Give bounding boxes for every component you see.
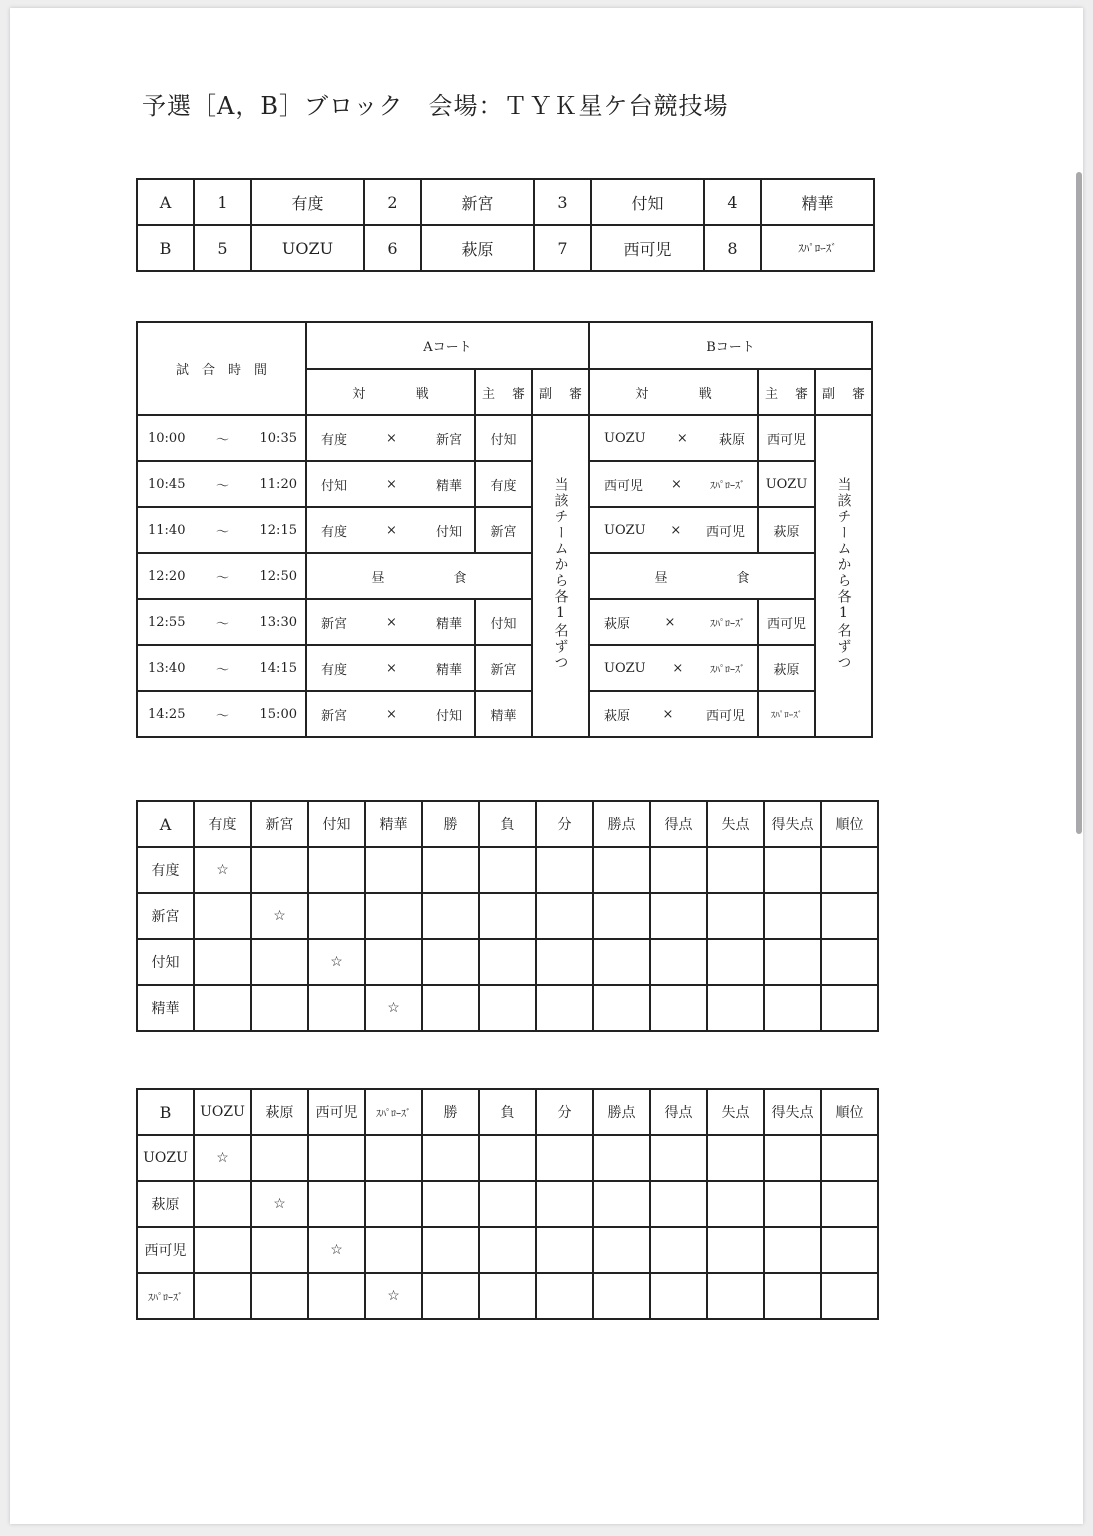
result-cell [479,1227,536,1273]
start-time: 10:00 [148,430,186,446]
tilde: 〜 [215,708,229,724]
result-cell [365,893,422,939]
team-1: 萩原 [604,708,631,724]
vs-mark: × [670,522,682,538]
match-cell [306,507,475,553]
block-row [137,179,874,225]
standings-row [137,1227,878,1273]
team-row-label: 精華 [137,985,194,1031]
result-cell [593,1227,650,1273]
team-1: 有度 [321,662,348,678]
chief-referee: 西可児 [758,599,815,645]
vs-mark: × [386,522,397,538]
result-cell [251,1273,308,1319]
result-cell [194,893,251,939]
result-cell [251,1227,308,1273]
team-number: 4 [704,179,761,225]
team-row-label: 付知 [137,939,194,985]
team-row-label: ｽﾊﾟﾛｰｽﾞ [137,1273,194,1319]
standings-table-a [136,800,879,1032]
result-cell [365,1181,422,1227]
schedule-row [137,645,872,691]
result-cell [650,1181,707,1227]
time-cell [137,415,306,461]
match-cell [306,645,475,691]
lunch-char: 昼 [654,570,668,586]
time-cell [137,645,306,691]
stat-header: 失点 [707,801,764,847]
result-cell [536,985,593,1031]
result-cell [821,1273,878,1319]
tilde: 〜 [215,662,229,678]
vs-mark: × [664,614,676,630]
stat-header: 得失点 [764,1089,821,1135]
team-row-label: 新宮 [137,893,194,939]
team-2: 付知 [435,524,462,540]
time-header-label: 試 合 時 間 [175,363,267,378]
match-cell [306,691,475,737]
stat-header: 負 [479,1089,536,1135]
team-number: 5 [194,225,251,271]
sub-referee-text: 当該チームから各1名ずつ [552,477,569,671]
match-header-char: 対 [635,386,649,402]
schedule-row [137,553,872,599]
result-cell [821,1135,878,1181]
stat-header: 勝点 [593,1089,650,1135]
result-cell [707,1135,764,1181]
schedule-table [136,321,873,738]
result-cell [536,939,593,985]
vs-mark: × [386,706,397,722]
result-cell [650,939,707,985]
star-cell: ☆ [308,939,365,985]
team-2: ｽﾊﾟﾛｰｽﾞ [709,664,745,676]
result-cell [650,847,707,893]
star-cell: ☆ [365,1273,422,1319]
stat-header: 順位 [821,1089,878,1135]
block-row [137,225,874,271]
stat-header: 順位 [821,801,878,847]
time-cell [137,553,306,599]
result-cell [251,939,308,985]
vs-mark: × [662,706,674,722]
team-2: 精華 [435,616,462,632]
result-cell [308,1273,365,1319]
scrollbar[interactable] [1076,172,1082,834]
result-cell [479,847,536,893]
schedule-row [137,461,872,507]
chief-header-a [475,369,532,415]
tilde: 〜 [215,478,229,494]
sub-header-b [815,369,872,415]
result-cell [308,847,365,893]
team-name: ｽﾊﾟﾛｰｽﾞ [761,225,874,271]
star-cell: ☆ [194,847,251,893]
team-column-header: 新宮 [251,801,308,847]
sub-referee-note [815,415,872,737]
result-cell [251,847,308,893]
team-number: 3 [534,179,591,225]
team-name: 西可児 [591,225,704,271]
standings-row [137,1273,878,1319]
start-time: 10:45 [148,476,186,492]
result-cell [593,1135,650,1181]
result-cell [764,893,821,939]
result-cell [479,1181,536,1227]
team-number: 7 [534,225,591,271]
standings-row [137,1135,878,1181]
standings-row [137,1181,878,1227]
result-cell [593,893,650,939]
result-cell [650,1227,707,1273]
match-cell [306,599,475,645]
stat-header: 勝点 [593,801,650,847]
team-name: 有度 [251,179,364,225]
block-table [136,178,875,272]
match-cell [589,461,758,507]
chief-header-char: 主 [482,386,496,402]
team-name: 萩原 [421,225,534,271]
tilde: 〜 [215,616,229,632]
stat-header: 失点 [707,1089,764,1135]
stat-header: 得点 [650,1089,707,1135]
star-cell: ☆ [365,985,422,1031]
lunch-cell [589,553,815,599]
result-cell [422,1135,479,1181]
team-1: 新宮 [321,616,348,632]
result-cell [422,847,479,893]
team-1: 萩原 [604,616,631,632]
team-2: 付知 [435,708,462,724]
result-cell [764,939,821,985]
team-column-header: 有度 [194,801,251,847]
vs-mark: × [386,476,397,492]
chief-header-char: 審 [511,386,525,402]
lunch-char: 食 [453,570,467,586]
standings-header-row [137,801,878,847]
standings-header-row [137,1089,878,1135]
vs-mark: × [386,660,397,676]
team-number: 8 [704,225,761,271]
standings-row [137,893,878,939]
tilde: 〜 [215,432,229,448]
team-2: 精華 [435,662,462,678]
team-name: UOZU [251,225,364,271]
result-cell [593,847,650,893]
team-2: 萩原 [718,432,745,448]
result-cell [194,1181,251,1227]
tilde: 〜 [215,570,229,586]
result-cell [422,1273,479,1319]
team-1: UOZU [604,660,646,676]
result-cell [821,939,878,985]
result-cell [764,1273,821,1319]
result-cell [422,1227,479,1273]
result-cell [821,847,878,893]
chief-referee: 萩原 [758,507,815,553]
match-cell [589,507,758,553]
chief-referee: 萩原 [758,645,815,691]
time-cell [137,507,306,553]
stat-header: 分 [536,1089,593,1135]
stat-header: 勝 [422,801,479,847]
team-number: 6 [364,225,421,271]
stat-header: 得失点 [764,801,821,847]
result-cell [821,893,878,939]
result-cell [308,985,365,1031]
result-cell [536,1273,593,1319]
sub-header-char: 審 [851,386,865,402]
team-number: 1 [194,179,251,225]
result-cell [821,1181,878,1227]
sub-header-char: 副 [822,386,836,402]
schedule-row [137,691,872,737]
time-cell [137,691,306,737]
match-header-char: 戦 [698,386,712,402]
stat-header: 得点 [650,801,707,847]
standings-row [137,847,878,893]
result-cell [365,1227,422,1273]
result-cell [479,1135,536,1181]
lunch-cell [306,553,532,599]
team-1: 有度 [321,524,348,540]
team-2: ｽﾊﾟﾛｰｽﾞ [709,618,745,630]
chief-header-b [758,369,815,415]
result-cell [251,985,308,1031]
team-row-label: 有度 [137,847,194,893]
team-row-label: 萩原 [137,1181,194,1227]
result-cell [707,847,764,893]
chief-header-char: 主 [765,386,779,402]
block-label: A [137,179,194,225]
chief-referee: ｽﾊﾟﾛｰｽﾞ [758,691,815,737]
result-cell [593,939,650,985]
result-cell [707,1181,764,1227]
result-cell [764,1135,821,1181]
stat-header: 勝 [422,1089,479,1135]
sub-header-a [532,369,589,415]
start-time: 12:20 [148,568,186,584]
team-column-header: 萩原 [251,1089,308,1135]
result-cell [707,893,764,939]
team-name: 付知 [591,179,704,225]
team-1: 付知 [321,478,348,494]
team-column-header: 精華 [365,801,422,847]
chief-referee: 付知 [475,415,532,461]
result-cell [821,985,878,1031]
result-cell [593,985,650,1031]
team-column-header: 西可児 [308,1089,365,1135]
court-b-header: Bコート [589,322,872,369]
star-cell: ☆ [308,1227,365,1273]
result-cell [422,985,479,1031]
schedule-row [137,507,872,553]
chief-header-char: 審 [794,386,808,402]
vs-mark: × [386,430,397,446]
vs-mark: × [386,614,397,630]
result-cell [365,1135,422,1181]
result-cell [707,1273,764,1319]
chief-referee: 精華 [475,691,532,737]
start-time: 14:25 [148,706,186,722]
tilde: 〜 [215,524,229,540]
sub-header-char: 副 [539,386,553,402]
match-header-char: 戦 [415,386,429,402]
star-cell: ☆ [251,893,308,939]
result-cell [194,1227,251,1273]
team-column-header: UOZU [194,1089,251,1135]
end-time: 12:15 [259,522,297,538]
match-header-char: 対 [352,386,366,402]
end-time: 14:15 [259,660,297,676]
block-label: B [137,225,194,271]
court-a-header: Aコート [306,322,589,369]
result-cell [194,1273,251,1319]
page-title: 予選［A，B］ブロック 会場：ＴＹＫ星ケ台競技場 [142,92,729,120]
result-cell [479,893,536,939]
match-cell [589,415,758,461]
result-cell [707,939,764,985]
sub-header-char: 審 [568,386,582,402]
result-cell [194,985,251,1031]
result-cell [479,985,536,1031]
stat-header: 分 [536,801,593,847]
start-time: 13:40 [148,660,186,676]
lunch-char: 昼 [371,570,385,586]
lunch-char: 食 [736,570,750,586]
result-cell [422,939,479,985]
result-cell [593,1181,650,1227]
team-number: 2 [364,179,421,225]
team-1: UOZU [604,522,646,538]
team-2: 西可児 [705,524,745,540]
start-time: 11:40 [148,522,186,538]
match-cell [589,645,758,691]
match-cell [306,415,475,461]
standings-table-b [136,1088,879,1320]
team-name: 新宮 [421,179,534,225]
team-column-header: ｽﾊﾟﾛｰｽﾞ [365,1089,422,1135]
result-cell [194,939,251,985]
result-cell [308,1135,365,1181]
end-time: 13:30 [259,614,297,630]
end-time: 10:35 [259,430,297,446]
team-name: 精華 [761,179,874,225]
result-cell [650,1135,707,1181]
chief-referee: 新宮 [475,507,532,553]
result-cell [479,939,536,985]
result-cell [764,1227,821,1273]
team-row-label: 西可児 [137,1227,194,1273]
result-cell [536,1135,593,1181]
match-header-b [589,369,758,415]
result-cell [365,939,422,985]
team-1: 有度 [321,432,348,448]
end-time: 12:50 [259,568,297,584]
chief-referee: 西可児 [758,415,815,461]
result-cell [707,1227,764,1273]
vs-mark: × [676,430,688,446]
result-cell [422,1181,479,1227]
result-cell [764,847,821,893]
team-2: 西可児 [705,708,745,724]
stat-header: 負 [479,801,536,847]
team-2: 新宮 [435,432,462,448]
schedule-row [137,599,872,645]
team-1: 西可児 [604,478,644,494]
team-2: ｽﾊﾟﾛｰｽﾞ [709,480,745,492]
standings-row [137,985,878,1031]
chief-referee: 付知 [475,599,532,645]
result-cell [422,893,479,939]
chief-referee: 有度 [475,461,532,507]
result-cell [308,893,365,939]
sub-referee-text: 当該チームから各1名ずつ [835,477,852,671]
result-cell [593,1273,650,1319]
result-cell [251,1135,308,1181]
match-header-a [306,369,475,415]
result-cell [479,1273,536,1319]
vs-mark: × [672,660,684,676]
result-cell [308,1181,365,1227]
match-cell [589,599,758,645]
match-cell [306,461,475,507]
result-cell [365,847,422,893]
chief-referee: UOZU [758,461,815,507]
result-cell [764,1181,821,1227]
result-cell [536,847,593,893]
result-cell [536,1227,593,1273]
sub-referee-note [532,415,589,737]
time-cell [137,599,306,645]
result-cell [707,985,764,1031]
team-row-label: UOZU [137,1135,194,1181]
result-cell [650,985,707,1031]
result-cell [650,1273,707,1319]
result-cell [764,985,821,1031]
star-cell: ☆ [251,1181,308,1227]
team-2: 精華 [435,478,462,494]
result-cell [821,1227,878,1273]
vs-mark: × [671,476,682,492]
result-cell [536,1181,593,1227]
chief-referee: 新宮 [475,645,532,691]
block-label: A [137,801,194,847]
result-cell [650,893,707,939]
team-1: UOZU [604,430,646,446]
standings-row [137,939,878,985]
block-label: B [137,1089,194,1135]
team-column-header: 付知 [308,801,365,847]
start-time: 12:55 [148,614,186,630]
end-time: 15:00 [259,706,297,722]
result-cell [536,893,593,939]
end-time: 11:20 [259,476,297,492]
match-cell [589,691,758,737]
time-header [137,322,306,415]
team-1: 新宮 [321,708,348,724]
schedule-row [137,415,872,461]
time-cell [137,461,306,507]
star-cell: ☆ [194,1135,251,1181]
